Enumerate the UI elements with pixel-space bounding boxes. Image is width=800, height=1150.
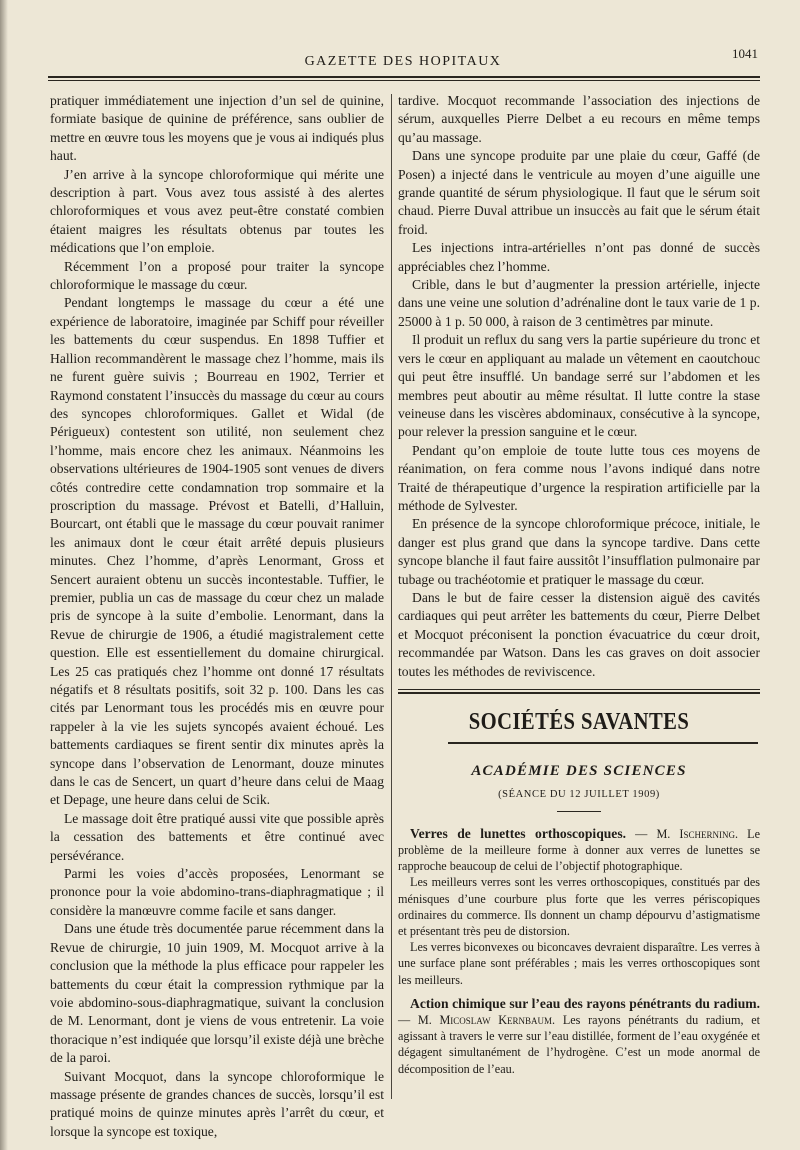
paragraph: Crible, dans le but d’augmenter la pression artérielle, injecte dans une veine une solution d’adrénaline dont le taux varie de 1 p. 25000 à 1 p. 50 000, à raison de 3 centimètres par minute. [398,277,760,329]
paragraph: Suivant Mocquot, dans la syncope chloroformique le massage présente de grandes chances de succès, lorsqu’il est pratiqué moins de quinze minutes après l’arrêt du cœur, et lorsque la syncope est toxique, [50,1068,384,1139]
page-number: 1041 [732,46,758,61]
paragraph: pratiquer immédiatement une injection d’un sel de quinine, formiate basique de quinine de préférence, sans oublier de mettre en œuvre tous les moyens que je vous ai indiqués plus haut. [50,93,384,164]
paragraph: Il produit un reflux du sang vers la partie supérieure du tronc et vers le cœur en appliquant au malade un vêtement en caoutchouc qui peut être insufflé. Un bandage serré sur l’abdomen et les membres peut aboutir au même résultat. Il lutte contre la stase veineuse dans les viscères abdominaux, consécutive à la syncope, pour relever la pression sanguine et le cœur. [398,332,760,440]
article-lead-text: Les rayons pénétrants du radium, et agissant à travers le verre sur l’eau distillée, forment de l’eau oxygénée et dégagent simultanément de l’hydrogène. C’est un mode anormal de décomposition de l’eau. [398,1013,760,1076]
article-lead [398,826,760,875]
article-heading: Verres de lunettes orthoscopiques. [410,825,627,841]
section-rule [398,689,760,694]
paragraph: J’en arrive à la syncope chloroformique qui mérite une description à part. Vous avez tous assisté à des alertes chloroformiques et vous avez peut-être constaté combien étaient maigres les résultats obtenus par toutes les médications que l’on emploie. [50,166,384,256]
paragraph: tardive. Mocquot recommande l’association des injections de sérum, auxquelles Pierre Delbet a eu recours en même temps qu’au massage. [398,93,760,145]
paragraph: En présence de la syncope chloroformique précoce, initiale, le danger est plus grand que dans la syncope tardive. Dans cette syncope blanche il faut faire aussitôt l’insufflation pulmonaire par tubage ou trachéotomie et pratiquer le massage du cœur. [398,516,760,587]
article-author: — M. Micoslaw Kernbaum. [398,1013,556,1028]
paragraph: Dans une syncope produite par une plaie du cœur, Gaffé (de Posen) a injecté dans le ventricule au moyen d’une aiguille une grande quantité de sérum physiologique. Il faut que le sérum soit chaud. Pierre Duval attribue un insuccès au fait que le sérum était froid. [398,148,760,237]
article-paragraph: Les meilleurs verres sont les verres orthoscopiques, constitués par des ménisques d’une courbure plus forte que les verres périscopiques ordinaires du commerce. Ils donnent un champ dépourvu d’astigmatisme et présentant très peu de distorsion. [398,875,760,939]
header-rule [48,76,760,81]
left-column [50,92,384,1141]
right-column [398,92,760,1077]
article-lead-text: Le problème de la meilleure forme à donner aux verres de lunettes se rapproche beaucoup de celui de l’objectif photographique. [398,826,761,874]
paragraph: Les injections intra-artérielles n’ont pas donné de succès appréciables chez l’homme. [398,240,760,274]
article-paragraph: Les verres biconvexes ou biconcaves devraient disparaître. Les verres à une surface plane sont préférables ; mais les verres orthoscopiques sont les meilleurs. [398,940,760,987]
article-heading: Action chimique sur l’eau des rayons pénétrants du radium. [410,995,760,1011]
section-title: SOCIÉTÉS SAVANTES [468,709,690,735]
paragraph: Pendant longtemps le massage du cœur a été une expérience de laboratoire, imaginée par Schiff pour réveiller les battements du cœur suspendus. En 1898 Tuffier et Hallion recommandèrent le massage chez l’homme, mais ils ne furent guère suivis ; Bourreau en 1902, Terrier et Raymond constatent l’insuccès du massage du cœur au cours des syncopes chloroformiques. Gallet et Widal (de Périgueux) contestent son utilité, non seulement chez l’homme, mais encore chez les animaux. Néanmoins les observations ultérieures de 1904-1905 sont venues de divers côtés contredire cette condamnation trop sommaire et la proscription du massage. Prévost et Batelli, d’Halluin, Bourcart, ont établi que le massage du cœur pouvait ranimer les animaux dont le cœur était arrêté depuis plusieurs minutes. Chez l’homme, d’après Lenormant, Gross et Sencert auraient obtenu un succès incontestable. Tuffier, le premier, publia un cas de massage du cœur chez un malade pris de syncope à la suite d’embolie. Lenormant, dans la Revue de chirurgie de 1906, a étudié magistralement cette question. Elle est essentiellement du domaine chirurgical. Les 25 cas pratiqués chez l’homme ont donné 17 résultats négatifs et 8 résultats positifs, soit 32 p. 100. Dans les cas cités par Lenormant tous les procédés mis en œuvre pour rappeler à la vie les sujets syncopés avaient échoué. Les battements cardiaques se firent sentir dix minutes après la syncope dans l’observation de Lenormant, douze minutes dans le cas de Sencert, un quart d’heure dans celui de Maag et Depage, une heure dans celui de Scik. [50,295,384,808]
article-lunettes [398,826,760,988]
paragraph: Le massage doit être pratiqué aussi vite que possible après la cessation des battements et être continué avec persévérance. [50,810,384,863]
small-rule [557,811,601,812]
article-radium [398,996,760,1077]
journal-title: GAZETTE DES HOPITAUX [304,54,502,69]
seance-date: (SÉANCE DU 12 JUILLET 1909) [498,789,660,801]
paragraph: Parmi les voies d’accès proposées, Lenormant se prononce pour la voie abdomino-trans-diaphragmatique ; il considère la manœuvre comme facile et sans danger. [50,866,384,918]
academy-title: ACADÉMIE DES SCIENCES [471,763,687,779]
paragraph: Dans une étude très documentée parue récemment dans la Revue de chirurgie, 10 juin 1909, M. Mocquot arrive à la conclusion que la méthode la plus efficace pour rappeler les battements du cœur était la compression rythmique par la voie abdomino-sous-diaphragmatique, suivant la conclusion de M. Lenormant, dont je viens de vous entretenir. La voie thoracique n’est indiquée que lorsqu’il existe déjà une brèche de la paroi. [50,921,384,1066]
paragraph: Récemment l’on a proposé pour traiter la syncope chloroformique le massage du cœur. [50,258,384,293]
section-underline [448,742,758,744]
page-header [48,46,758,74]
article-lead [398,996,760,1077]
paragraph: Pendant qu’on emploie de toute lutte tous ces moyens de réanimation, on fera comme nous l’avons indiqué dans notre Traité de thérapeutique d’urgence la respiration artificielle par la méthode de Sylvester. [398,442,760,513]
page-spine-shadow [0,0,8,1150]
article-author: — M. Ischerning. [635,826,739,841]
paragraph: Dans le but de faire cesser la distension aiguë des cavités cardiaques qui peut arrêter les battements du cœur, Pierre Delbet et Mocquot préconisent la ponction évacuatrice du cœur droit, recommandée par Watson. Dans les cas graves on doit associer toutes les méthodes de reviviscence. [398,589,760,679]
column-divider [391,94,392,1099]
